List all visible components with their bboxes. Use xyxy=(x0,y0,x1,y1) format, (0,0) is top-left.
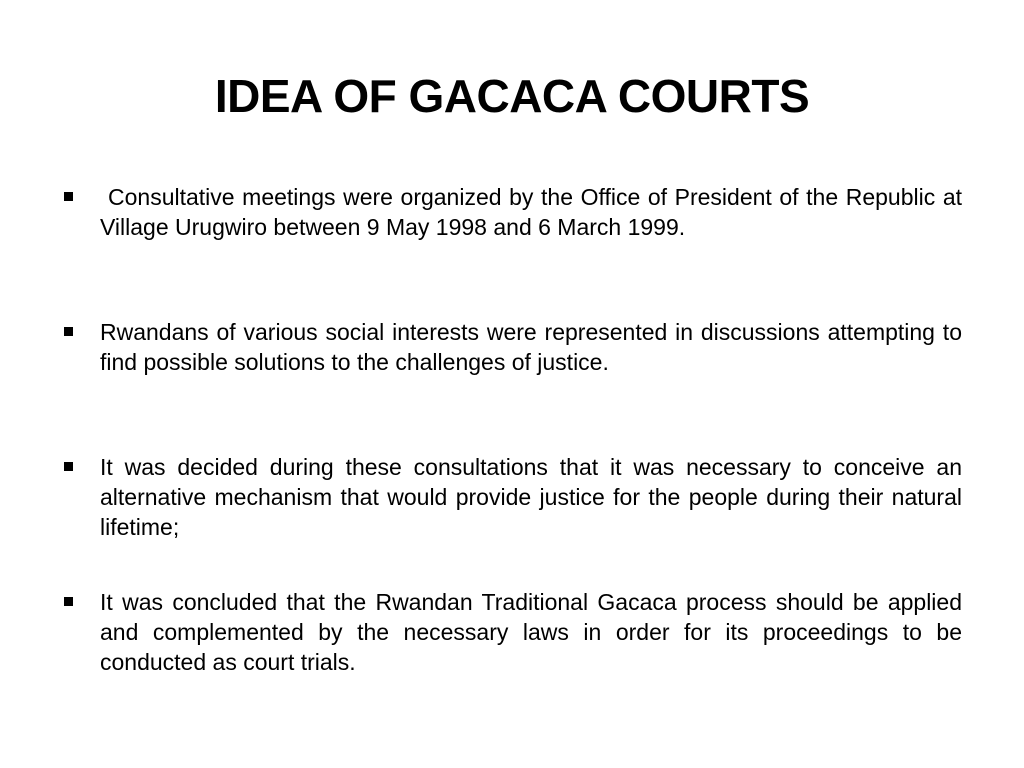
bullet-text: Consultative meetings were organized by the Office of President of the Republic at Village Urugwiro between 9 May 1998 and 6 March 1999. xyxy=(100,184,962,240)
square-bullet-icon xyxy=(64,587,76,617)
bullet-item xyxy=(100,182,962,242)
bullet-text: It was decided during these consultations that it was necessary to conceive an alternative mechanism that would provide justice for the people during their natural lifetime; xyxy=(100,454,962,540)
square-bullet-icon xyxy=(64,317,76,347)
bullet-item xyxy=(100,452,962,542)
square-bullet-icon xyxy=(64,182,76,212)
slide-title: IDEA OF GACACA COURTS xyxy=(214,70,810,122)
bullet-text: Rwandans of various social interests were represented in discussions attempting to find possible solutions to the challenges of justice. xyxy=(100,319,962,375)
square-bullet-icon xyxy=(64,452,76,482)
bullet-text: It was concluded that the Rwandan Traditional Gacaca process should be applied and complemented by the necessary laws in order for its proceedings to be conducted as court trials. xyxy=(100,589,962,675)
bullet-item xyxy=(100,317,962,377)
bullet-item xyxy=(100,587,962,677)
